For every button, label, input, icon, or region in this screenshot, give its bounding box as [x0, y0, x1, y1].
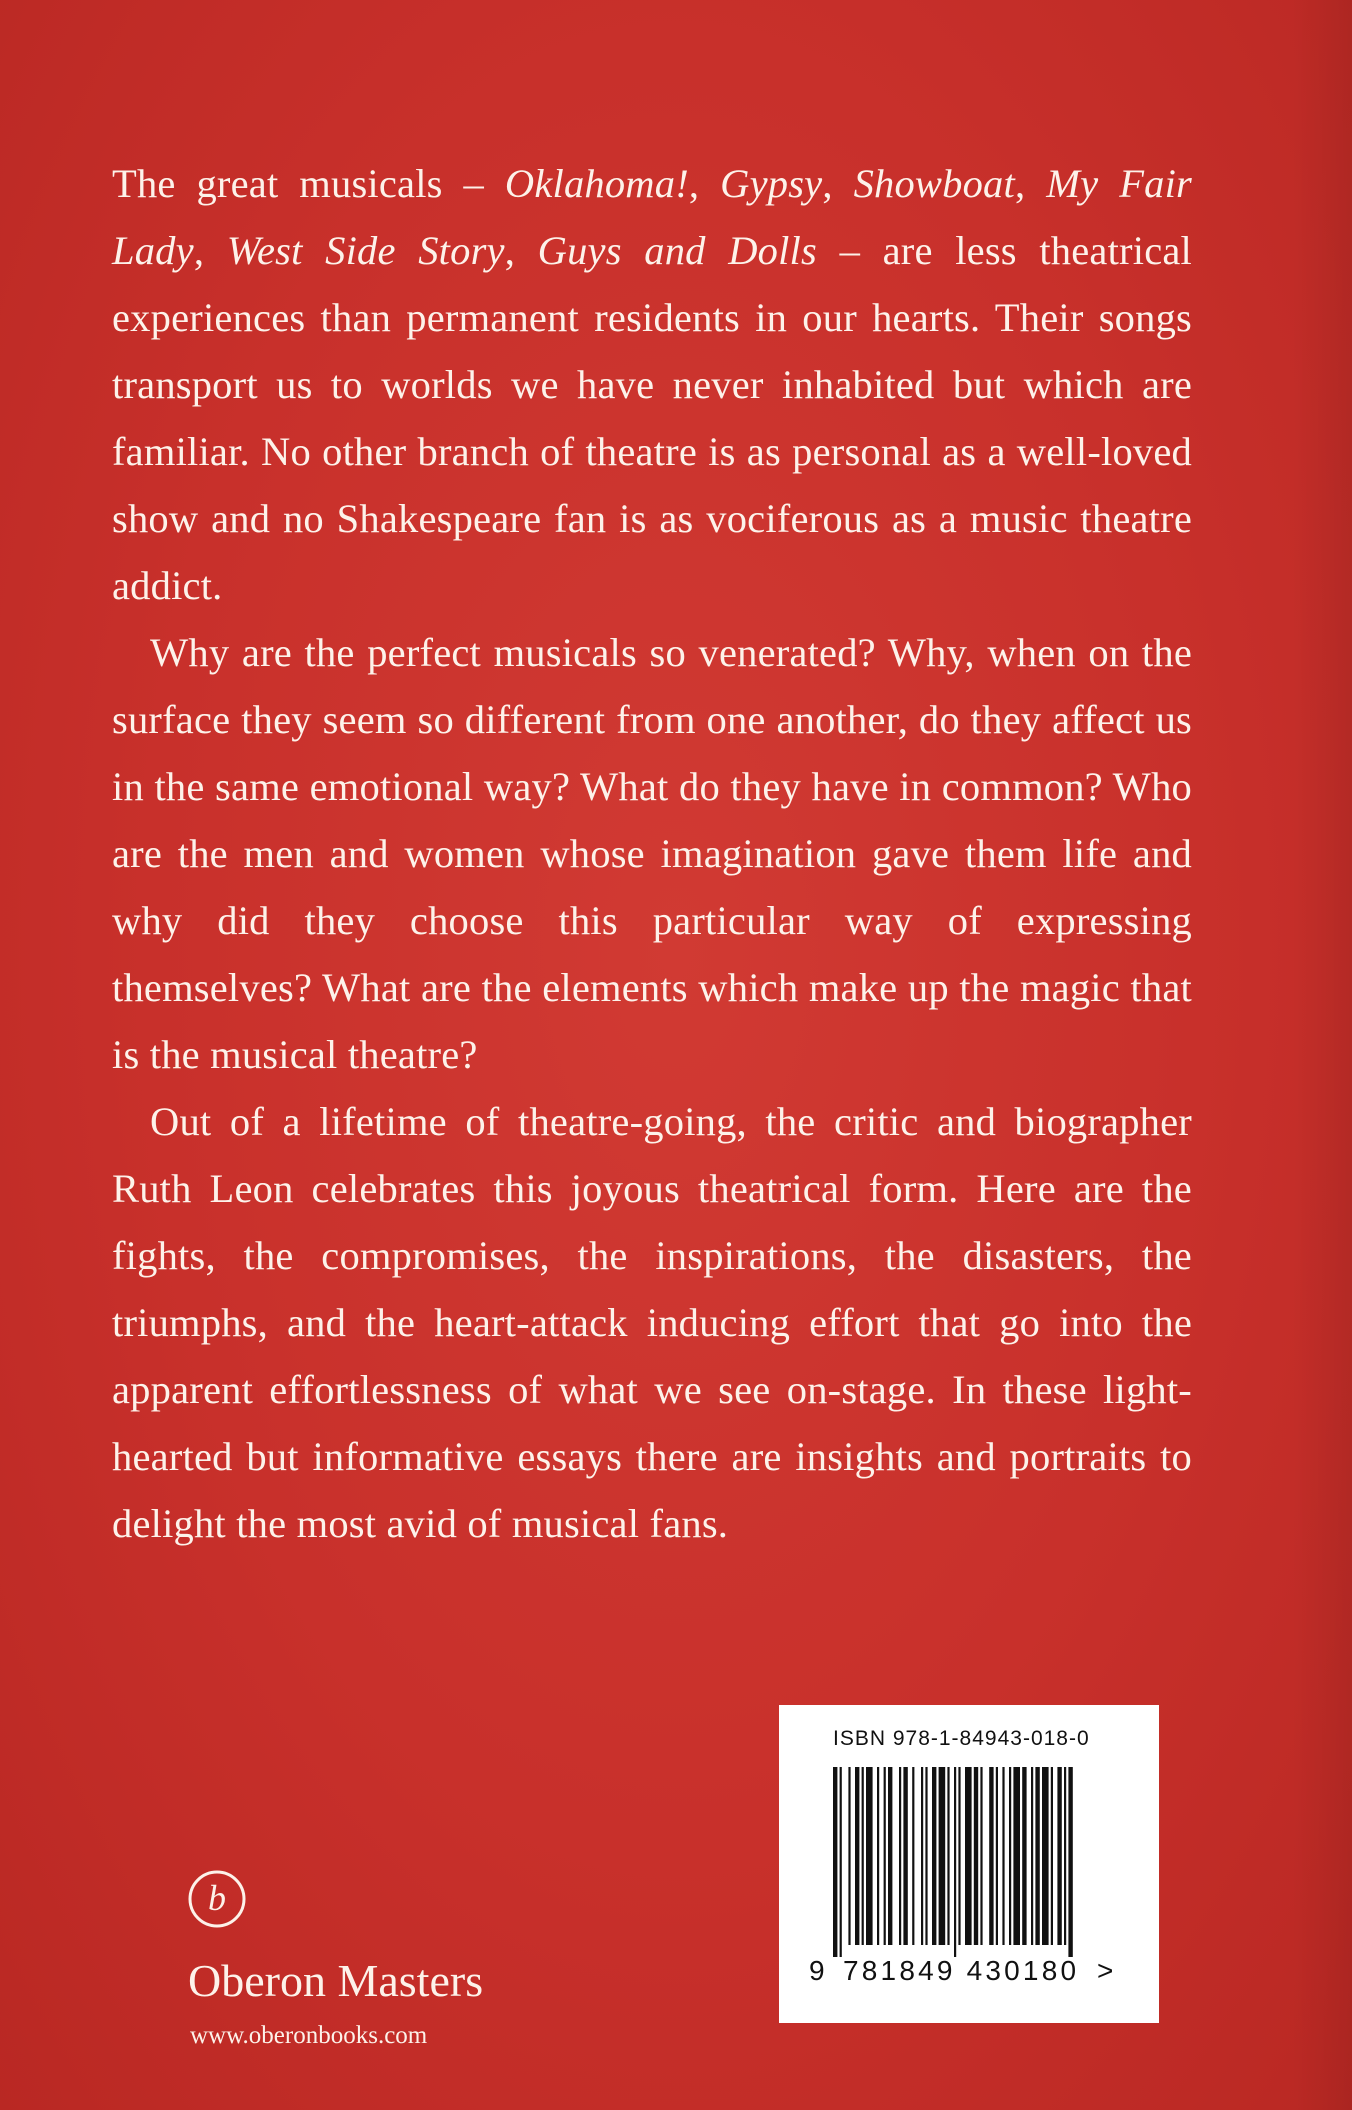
barcode-bar [1035, 1767, 1039, 1945]
barcode-bar [855, 1767, 859, 1945]
barcode-bar [840, 1767, 842, 1957]
title-my-fair-lady: My Fair Lady [112, 161, 1192, 273]
barcode-bar [903, 1767, 907, 1945]
isbn-label: ISBN 978-1-84943-018-0 [833, 1727, 1090, 1750]
barcode-bar [1057, 1767, 1061, 1945]
blurb-paragraph-1: The great musicals – Oklahoma!, Gypsy, Showboat, My Fair Lady, West Side Story, Guys and Dolls – are less theatrical experiences than permanent residents in our hearts. Their songs transport us to worlds we have never inhabited but which are familiar. No other branch of theatre is as personal as a well-loved show and no Shakespeare fan is as vociferous as a music theatre addict. [112, 161, 1193, 608]
blurb-paragraph-2: Why are the perfect musicals so venerated? Why, when on the surface they seem so different from one another, do they affect us in the same emotional way? What do they have in common? Who are the men and women whose imagination gave them life and why did they choose this particular way of expressing themselves? What are the elements which make up the magic that is the musical theatre? [112, 630, 1192, 1077]
title-guys-and-dolls: Guys and Dolls [537, 228, 817, 273]
title-showboat: Showboat [853, 161, 1015, 206]
barcode-bar [1013, 1767, 1020, 1945]
svg-text:b: b [208, 1878, 226, 1918]
isbn-barcode-panel [779, 1705, 1159, 2023]
barcode-bar [921, 1767, 923, 1945]
title-west-side-story: West Side Story [226, 228, 505, 273]
barcode-bar [965, 1767, 972, 1945]
barcode-bar [888, 1767, 892, 1945]
ean-digits: 781849 430180 [843, 1955, 1080, 1986]
publisher-name: Oberon Masters [188, 1955, 484, 2006]
blurb-text [112, 150, 1192, 1557]
barcode-bar [1031, 1767, 1033, 1945]
barcode-bar [958, 1767, 960, 1945]
barcode-bar [925, 1767, 927, 1945]
barcode-bar [1042, 1767, 1049, 1945]
barcode-bar [1068, 1767, 1072, 1957]
barcode-bar [833, 1767, 837, 1957]
title-oklahoma: Oklahoma! [504, 161, 689, 206]
barcode-bar [884, 1767, 886, 1945]
barcode-bar [912, 1767, 914, 1945]
barcode-bar [974, 1767, 978, 1945]
barcode-bar [1002, 1767, 1004, 1945]
barcode-bar [848, 1767, 850, 1945]
publisher-url: www.oberonbooks.com [190, 2022, 428, 2049]
barcode-bar [1051, 1767, 1053, 1945]
barcode-bar [1022, 1767, 1026, 1945]
oberon-logo-icon [187, 1869, 247, 1929]
barcode-bar [1064, 1767, 1066, 1945]
barcode-bar [862, 1767, 864, 1945]
barcode-bar [989, 1767, 993, 1945]
barcode-bar [899, 1767, 901, 1945]
barcode-bar [877, 1767, 879, 1945]
blurb-paragraph-3: Out of a lifetime of theatre-going, the critic and biographer Ruth Leon celebrates this joyous theatrical form. Here are the fights, the compromises, the inspirations, the disasters, the triumphs, and the heart-attack inducing effort that go into the apparent effortlessness of what we see on-stage. In these light-hearted but informative essays there are insights and portraits to delight the most avid of musical fans. [112, 1099, 1192, 1546]
ean-first-digit: 9 [809, 1955, 825, 1986]
barcode-bar [1009, 1767, 1011, 1945]
barcode-bar [939, 1767, 946, 1945]
barcode-bar [866, 1767, 873, 1945]
barcode-bar [932, 1767, 936, 1945]
barcode-bar [947, 1767, 949, 1945]
barcode-bar [954, 1767, 956, 1957]
edge-shadow [1292, 0, 1352, 2110]
barcode-bar [996, 1767, 998, 1945]
barcode-bar [980, 1767, 982, 1945]
barcode-icon [833, 1767, 1101, 1957]
title-gypsy: Gypsy [720, 161, 823, 206]
ean-arrow: > [1097, 1955, 1114, 1986]
